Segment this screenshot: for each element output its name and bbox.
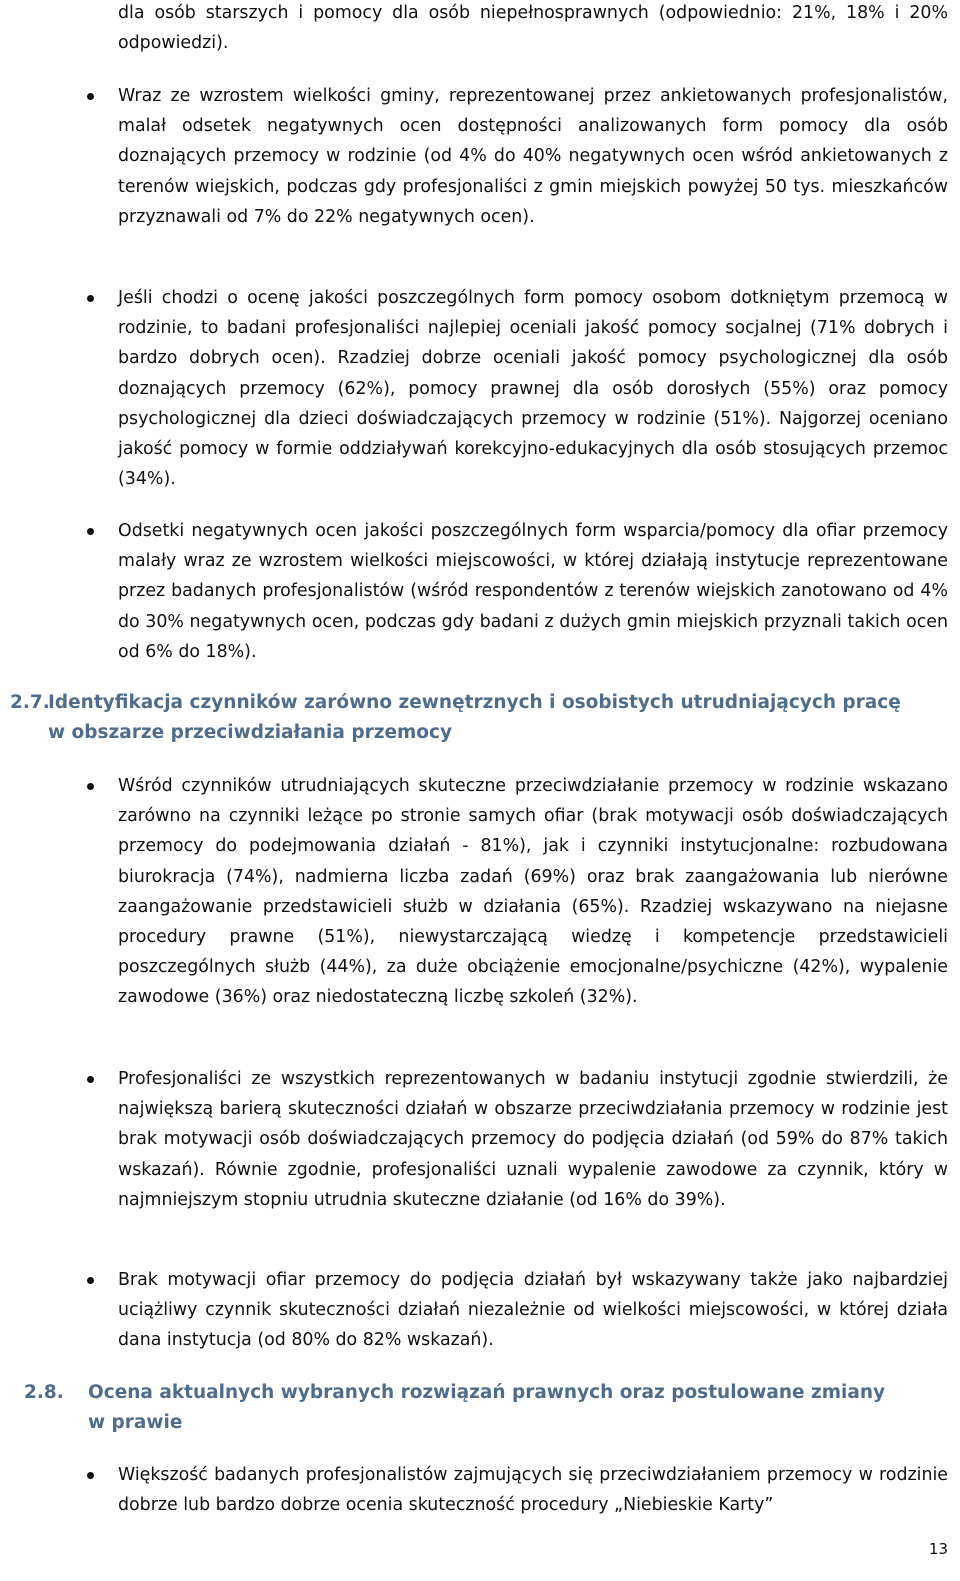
list-item: Większość badanych profesjonalistów zajmujących się przeciwdziałaniem przemocy w rodzinie dobrze lub bardzo dobrze ocenia skuteczność procedury „Niebieskie Karty” bbox=[118, 1465, 948, 1516]
bullet-icon bbox=[87, 783, 94, 790]
bullet-icon bbox=[87, 1472, 94, 1479]
list-item: Profesjonaliści ze wszystkich reprezentowanych w badaniu instytucji zgodnie stwierdzili, że największą barierą skuteczności działań w obszarze przeciwdziałania przemocy w rodzinie jest brak motywacji osób doświadczających przemocy do podjęcia działań (od 59% do 87% takich wskazań). Równie zgodnie, profesjonaliści uznali wypalenie zawodowe za czynnik, który w najmniejszym stopniu utrudnia skuteczne działanie (od 16% do 39%). bbox=[118, 1069, 948, 1210]
list-item: Brak motywacji ofiar przemocy do podjęcia działań był wskazywany także jako najbardziej uciążliwy czynnik skuteczności działań niezależnie od wielkości miejscowości, w której działa dana instytucja (od 80% do 82% wskazań). bbox=[118, 1270, 948, 1351]
list-item: Jeśli chodzi o ocenę jakości poszczególnych form pomocy osobom dotkniętym przemocą w rodzinie, to badani profesjonaliści najlepiej oceniali jakość pomocy socjalnej (71% dobrych i bardzo dobrych ocen). Rzadziej dobrze oceniali jakość pomocy psychologicznej dla osób doznających przemocy (62%), pomocy prawnej dla osób dorosłych (55%) oraz pomocy psychologicznej dla dzieci doświadczających przemocy w rodzinie (51%). Najgorzej oceniano jakość pomocy w formie oddziaływań korekcyjno-edukacyjnych dla osób stosujących przemoc (34%). bbox=[118, 288, 948, 490]
intro-continuation: dla osób starszych i pomocy dla osób niepełnosprawnych (odpowiednio: 21%, 18% i 20% odpowiedzi). bbox=[118, 3, 948, 54]
bullet-icon bbox=[87, 1277, 94, 1284]
bullet-icon bbox=[87, 93, 94, 100]
section-number: 2.8. bbox=[24, 1382, 64, 1403]
section-heading bbox=[48, 688, 953, 748]
section-heading-line1: Identyfikacja czynników zarówno zewnętrznych i osobistych utrudniających pracę bbox=[48, 692, 901, 713]
section-heading-line2: w prawie bbox=[88, 1412, 183, 1433]
page-number: 13 bbox=[928, 1540, 948, 1558]
bullet-icon bbox=[87, 1076, 94, 1083]
section-heading-line2: w obszarze przeciwdziałania przemocy bbox=[48, 722, 453, 743]
section-number: 2.7. bbox=[10, 692, 50, 713]
list-item: Wraz ze wzrostem wielkości gminy, reprezentowanej przez ankietowanych profesjonalistów, malał odsetek negatywnych ocen dostępności analizowanych form pomocy dla osób doznających przemocy w rodzinie (od 4% do 40% negatywnych ocen wśród ankietowanych z terenów wiejskich, podczas gdy profesjonaliści z gmin miejskich powyżej 50 tys. mieszkańców przyznawali od 7% do 22% negatywnych ocen). bbox=[118, 86, 948, 227]
section-heading-line1: Ocena aktualnych wybranych rozwiązań prawnych oraz postulowane zmiany bbox=[88, 1382, 886, 1403]
section-heading bbox=[88, 1378, 953, 1438]
bullet-icon bbox=[87, 295, 94, 302]
list-item: Wśród czynników utrudniających skuteczne przeciwdziałanie przemocy w rodzinie wskazano zarówno na czynniki leżące po stronie samych ofiar (brak motywacji osób doświadczających przemocy do podejmowania działań - 81%), jak i czynniki instytucjonalne: rozbudowana biurokracja (74%), nadmierna liczba zadań (69%) oraz brak zaangażowania lub nierówne zaangażowanie przedstawicieli służb w działania (65%). Rzadziej wskazywano na niejasne procedury prawne (51%), niewystarczającą wiedzę i kompetencje przedstawicieli poszczególnych służb (44%), za duże obciążenie emocjonalne/psychiczne (42%), wypalenie zawodowe (36%) oraz niedostateczną liczbę szkoleń (32%). bbox=[118, 776, 948, 1008]
bullet-icon bbox=[87, 528, 94, 535]
list-item: Odsetki negatywnych ocen jakości poszczególnych form wsparcia/pomocy dla ofiar przemocy malały wraz ze wzrostem wielkości miejscowości, w której działają instytucje reprezentowane przez badanych profesjonalistów (wśród respondentów z terenów wiejskich zanotowano od 4% do 30% negatywnych ocen, podczas gdy badani z dużych gmin miejskich przyznali takich ocen od 6% do 18%). bbox=[118, 521, 948, 662]
